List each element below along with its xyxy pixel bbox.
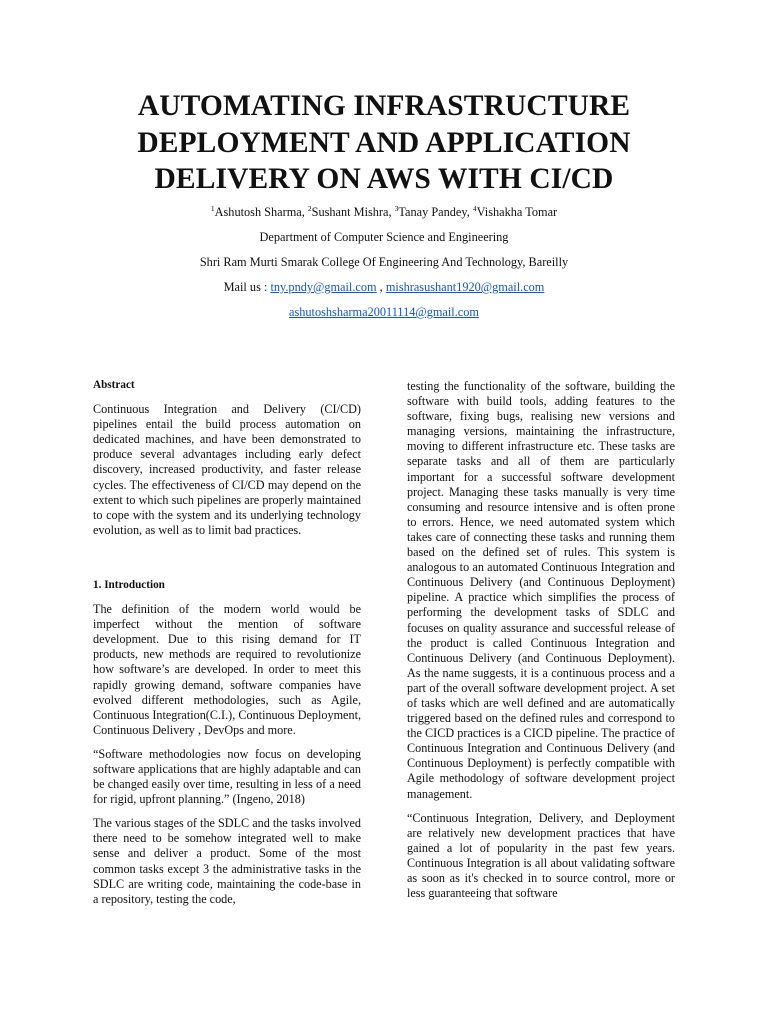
email-link-2[interactable]: mishrasushant1920@gmail.com [385, 280, 545, 294]
abstract-heading: Abstract [93, 379, 135, 391]
right-paragraph-1: testing the functionality of the software, building the software with build tools, adding features to the software, fixing bugs, realising new versions and managing versions, maintaining the infrastructure, moving to different infrastructure etc. These tasks are separate tasks and all of them are particularly important for a successful software development project. Managing these tasks manually is very time consuming and resource intensive and is often prone to errors. Hence, we need automated system which takes care of connecting these tasks and running them based on the defined set of rules. This system is analogous to an automated Continuous Integration and Continuous Delivery (and Continuous Deployment) pipeline. A practice which simplifies the process of performing the development tasks of SDLC and focuses on quality assurance and successful release of the product is called Continuous Integration and Continuous Delivery (and Continuous Deployment). As the name suggests, it is a continuous process and a part of the overall software development project. A set of tasks which are well defined and are automatically triggered based on the defined rules and correspond to the CICD practices is a CICD pipeline. The practice of Continuous Integration and Continuous Delivery (and Continuous Deployment) is perfectly compatible with Agile methodology of software development project management. [407, 379, 675, 801]
intro-paragraph-2: “Software methodologies now focus on developing software applications that are highly adaptable and can be changed easily over time, resulting in less of a need for rigid, upfront planning.” (Ingeno, 2018) [93, 746, 361, 807]
email-separator: , [376, 280, 386, 294]
intro-paragraph-3: The various stages of the SDLC and the tasks involved there need to be somehow integrated well to make sense and deliver a product. Some of the most common tasks except 3 the administrative tasks in the SDLC are writing code, maintaining the code-base in a repository, testing the code, [93, 816, 361, 906]
intro-paragraph-1: The definition of the modern world would be imperfect without the mention of software development. Due to this rising demand for IT products, new methods are required to revolutionize how software’s are developed. In order to meet this rapidly growing demand, software companies have evolved different methodologies, such as Agile, Continuous Integration(C.I.), Continuous Deployment, Continuous Delivery , DevOps and more. [93, 602, 361, 737]
author-4-number: 4 [472, 204, 477, 213]
paper-title [60, 88, 708, 198]
right-column [407, 379, 675, 901]
author-4-name: Vishakha Tomar [476, 205, 558, 219]
email-link-1[interactable]: tny.pndy@gmail.com [270, 280, 377, 294]
left-column [93, 378, 361, 907]
college-affiliation: Shri Ram Murti Smarak College Of Engineering And Technology, Bareilly [199, 255, 569, 269]
author-1-name: Ashutosh Sharma, [214, 205, 308, 219]
right-paragraph-2: “Continuous Integration, Delivery, and Deployment are relatively new development practices that have gained a lot of popularity in the past few years. Continuous Integration is all about validating software as soon as it's checked in to source control, more or less guaranteeing that software [407, 810, 675, 901]
author-list [60, 205, 708, 220]
mail-label: Mail us : [223, 280, 271, 294]
contact-line [60, 280, 708, 295]
author-3-number: 3 [394, 204, 399, 213]
contact-line-2 [60, 305, 708, 320]
department: Department of Computer Science and Engineering [259, 230, 509, 244]
email-link-3[interactable]: ashutoshsharma20011114@gmail.com [289, 305, 479, 319]
abstract-text: Continuous Integration and Delivery (CI/CD) pipelines entail the build process automation on dedicated machines, and have been demonstrated to produce several advantages including early defect discovery, increased productivity, and faster release cycles. The effectiveness of CI/CD may depend on the extent to which such pipelines are properly maintained to cope with the system and its underlying technology evolution, as well as to limit bad practices. [93, 402, 361, 537]
author-1-number: 1 [210, 204, 215, 213]
title-line-3: DELIVERY ON AWS WITH CI/CD [154, 163, 614, 195]
author-3-name: Tanay Pandey, [398, 205, 473, 219]
author-2-number: 2 [307, 204, 312, 213]
title-line-1: AUTOMATING INFRASTRUCTURE [137, 90, 631, 122]
author-2-name: Sushant Mishra, [311, 205, 395, 219]
title-line-2: DEPLOYMENT AND APPLICATION [137, 126, 631, 159]
introduction-heading: 1. Introduction [93, 578, 165, 591]
